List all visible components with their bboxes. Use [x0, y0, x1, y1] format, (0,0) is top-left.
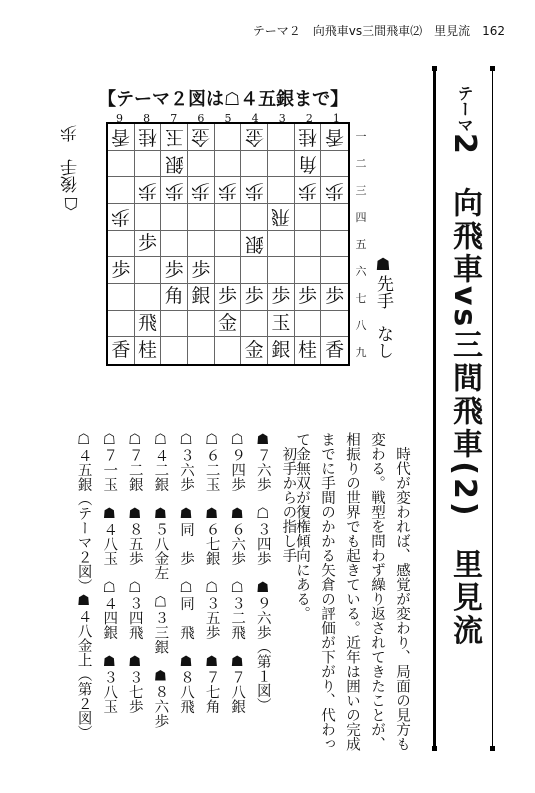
- file-number: 5: [224, 112, 232, 125]
- sente-piece: 歩: [241, 284, 268, 311]
- board-square: [188, 231, 215, 258]
- board-square: [188, 151, 215, 178]
- body-text: [289, 432, 414, 751]
- gote-piece: 歩: [215, 177, 242, 204]
- board-square: [108, 284, 135, 311]
- board-square: [161, 337, 188, 364]
- rank-number: 一: [355, 129, 367, 143]
- sente-piece: 歩: [321, 284, 348, 311]
- gote-piece: 歩: [135, 177, 162, 204]
- gote-piece: 香: [321, 124, 348, 151]
- board-square: [215, 151, 242, 178]
- board-square: [108, 151, 135, 178]
- rank-number: 九: [355, 346, 367, 360]
- body-line: 相振りの世界でも起きている。近年は囲いの完成: [344, 432, 360, 751]
- board-square: [241, 257, 268, 284]
- chapter-line1: 向飛車: [447, 186, 482, 286]
- chapter-divider-thin: [492, 68, 493, 748]
- body-line: 時代が変われば、感覚が変わり、局面の見方も: [394, 432, 410, 751]
- chapter-line2: vs: [447, 285, 482, 330]
- sente-piece: 金: [241, 337, 268, 364]
- sente-piece: 歩: [161, 257, 188, 284]
- gote-hand: ☖後手 歩: [61, 125, 81, 213]
- board-square: [268, 124, 295, 151]
- rank-number: 三: [355, 183, 367, 197]
- gote-piece: 角: [295, 151, 322, 178]
- file-number: 9: [116, 112, 124, 125]
- board-square: [241, 151, 268, 178]
- board-square: [215, 337, 242, 364]
- sente-piece: 角: [161, 284, 188, 311]
- rank-number: 八: [355, 319, 367, 333]
- sente-piece: 歩: [268, 284, 295, 311]
- sente-label: ☗先手: [373, 255, 393, 309]
- rank-number: 六: [355, 265, 367, 279]
- board-square: [215, 204, 242, 231]
- sente-hand-pieces: なし: [373, 325, 393, 359]
- board-square: [321, 311, 348, 338]
- board-square: [135, 284, 162, 311]
- board-square: [295, 311, 322, 338]
- page-header: テーマ２ 向飛車vs三間飛車⑵ 里見流 162: [252, 24, 505, 38]
- gote-piece: 飛: [268, 204, 295, 231]
- gote-piece: 金: [188, 124, 215, 151]
- gote-piece: 歩: [241, 177, 268, 204]
- board-square: [321, 151, 348, 178]
- sente-piece: 銀: [268, 337, 295, 364]
- gote-piece: 歩: [108, 204, 135, 231]
- file-number: 7: [170, 112, 178, 125]
- board-square: [161, 204, 188, 231]
- board-square: [215, 257, 242, 284]
- move-line: ☖４五銀（テーマ２図）☗４八金上（第２図）: [75, 432, 92, 740]
- board-square: [295, 231, 322, 258]
- board-square: [241, 204, 268, 231]
- board-square: [268, 257, 295, 284]
- file-number: 3: [278, 112, 286, 125]
- file-number: 1: [332, 112, 340, 125]
- board-square: [268, 151, 295, 178]
- move-line: ☖３六歩 ☗同 歩 ☖同 飛 ☗８八飛: [177, 432, 194, 714]
- board-square: [108, 231, 135, 258]
- body-line: までに手間のかかる矢倉の評価が下がり、代わっ: [319, 432, 335, 751]
- sente-piece: 歩: [135, 231, 162, 258]
- chapter-line5: 里見流: [447, 548, 482, 648]
- chapter-title: [442, 85, 486, 648]
- board-square: [108, 311, 135, 338]
- corner-dot: [432, 66, 437, 71]
- gote-piece: 桂: [135, 124, 162, 151]
- gote-piece: 香: [108, 124, 135, 151]
- board-square: [215, 231, 242, 258]
- sente-piece: 桂: [135, 337, 162, 364]
- shogi-board: [106, 122, 350, 366]
- sente-piece: 香: [325, 339, 345, 362]
- chapter-line3: 三間飛車: [447, 329, 482, 462]
- board-square: [295, 257, 322, 284]
- gote-piece: 歩: [295, 177, 322, 204]
- board-square: [295, 204, 322, 231]
- rank-number: 五: [355, 237, 367, 251]
- move-list: [70, 432, 300, 740]
- sente-piece: 歩: [215, 284, 242, 311]
- gote-piece: 金: [241, 124, 268, 151]
- gote-piece: 歩: [161, 177, 188, 204]
- body-line: て金無双が復権傾向にある。: [294, 432, 310, 621]
- sente-piece: 歩: [188, 257, 215, 284]
- chapter-number: 2: [447, 133, 482, 157]
- board-square: [161, 311, 188, 338]
- rank-number: 四: [355, 210, 367, 224]
- move-line: ☖４二銀 ☗５八金左 ☖３三銀 ☗８六歩: [152, 432, 169, 728]
- corner-dot: [490, 746, 495, 751]
- diagram-title: 【テーマ２図は☖４五銀まで】: [98, 89, 349, 110]
- board-square: [108, 177, 135, 204]
- gote-piece: 桂: [295, 124, 322, 151]
- sente-piece: 銀: [188, 284, 215, 311]
- corner-dot: [490, 66, 495, 71]
- board-square: [188, 204, 215, 231]
- sente-piece: 歩: [295, 284, 322, 311]
- sente-piece: 玉: [268, 311, 295, 338]
- chapter-label: テーマ: [455, 85, 474, 133]
- board-square: [321, 231, 348, 258]
- chapter-line4: (2): [447, 461, 482, 519]
- board-square: [268, 177, 295, 204]
- board-square: [135, 257, 162, 284]
- file-number: 2: [305, 112, 313, 125]
- gote-piece: 玉: [161, 124, 188, 151]
- move-line: ☖９四歩 ☗６六歩 ☖３二飛 ☗７八銀: [229, 432, 246, 714]
- sente-piece: 飛: [135, 311, 162, 338]
- move-line: ☖６二玉 ☗６七銀 ☖３五歩 ☗７七角: [203, 432, 220, 714]
- moves-intro: 初手からの指し手: [280, 432, 297, 563]
- board-square: [241, 311, 268, 338]
- board-square: [268, 231, 295, 258]
- board-square: [188, 311, 215, 338]
- corner-dot: [432, 746, 437, 751]
- gote-piece: 銀: [241, 231, 268, 258]
- chapter-divider: [433, 68, 436, 748]
- move-line: ☖７二銀 ☗８五歩 ☖３四飛 ☗３七歩: [126, 432, 143, 714]
- gote-piece: 銀: [161, 151, 188, 178]
- board-square: [321, 204, 348, 231]
- move-line: ☖７一玉 ☗４八玉 ☖４四銀 ☗３八玉: [101, 432, 118, 714]
- board-square: [188, 337, 215, 364]
- body-line: 変わる。戦型を問わず繰り返されてきたことが、: [369, 432, 385, 751]
- gote-piece: 歩: [321, 177, 348, 204]
- file-number: 8: [143, 112, 151, 125]
- move-line: ☗７六歩 ☖３四歩 ☗９六歩（第１図）: [254, 432, 271, 712]
- rank-numbers: [354, 122, 368, 366]
- board-square: [161, 231, 188, 258]
- sente-hand: [372, 255, 394, 359]
- sente-piece: 歩: [108, 257, 135, 284]
- sente-piece: 桂: [295, 337, 322, 364]
- sente-piece: 香: [108, 337, 135, 364]
- rank-number: 七: [355, 292, 367, 306]
- gote-piece: 歩: [188, 177, 215, 204]
- board-square: [321, 257, 348, 284]
- sente-piece: 金: [215, 311, 242, 338]
- file-number: 6: [197, 112, 205, 125]
- board-square: [135, 151, 162, 178]
- file-number: 4: [251, 112, 259, 125]
- rank-number: 二: [355, 156, 367, 170]
- board-square: [135, 204, 162, 231]
- board-square: [215, 124, 242, 151]
